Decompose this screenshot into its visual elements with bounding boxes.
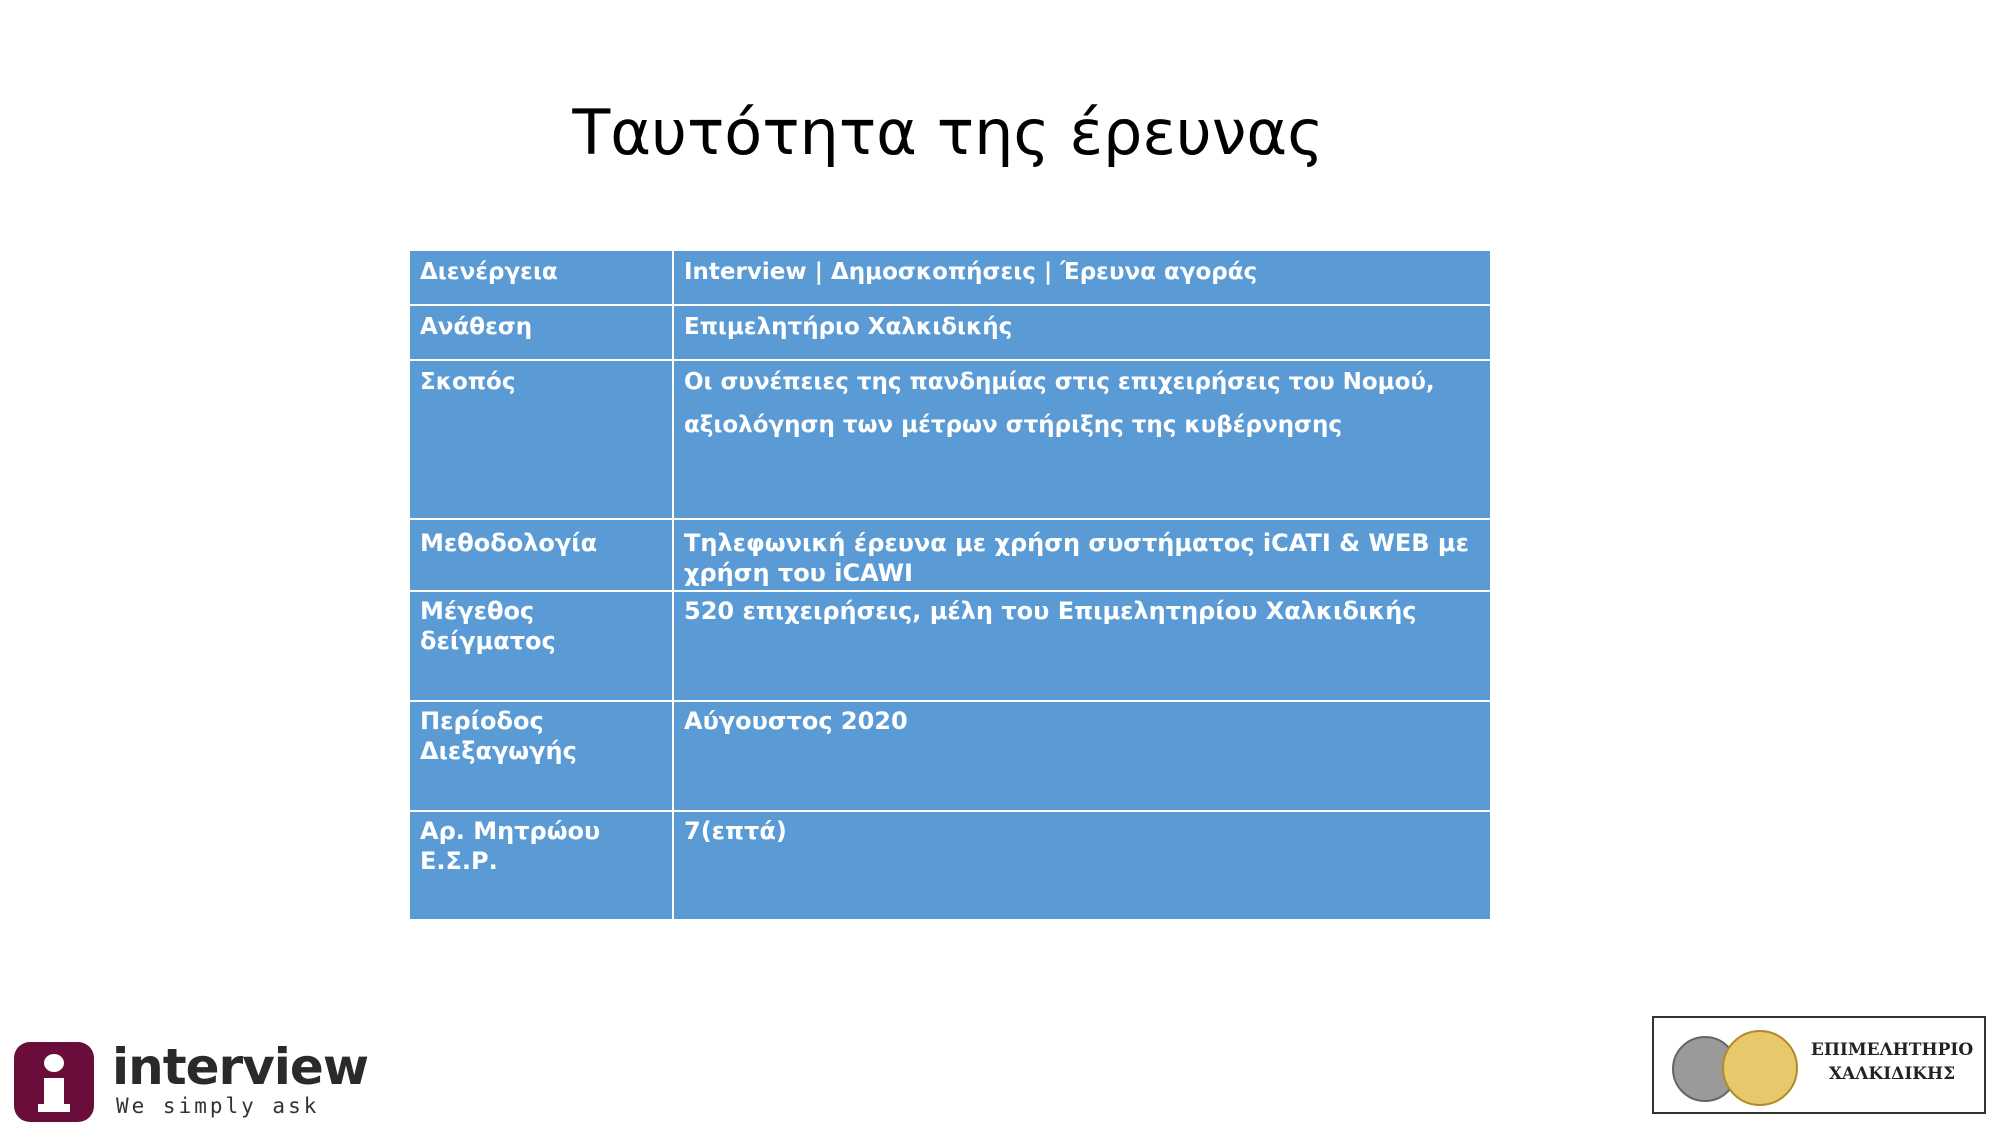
gold-coin-icon xyxy=(1722,1030,1798,1106)
row-value-purpose xyxy=(674,361,1490,518)
interview-logo xyxy=(14,1038,369,1124)
chamber-logo xyxy=(1652,1016,1986,1114)
chamber-name-line-1: ΕΠΙΜΕΛΗΤΗΡΙΟ xyxy=(1810,1040,1974,1060)
chamber-name xyxy=(1804,1038,1980,1086)
slide-title: Ταυτότητα της έρευνας xyxy=(572,96,1324,169)
purpose-line-2: αξιολόγηση των μέτρων στήριξης της κυβέρνησης xyxy=(684,412,1342,438)
table-row xyxy=(410,520,1490,592)
chamber-name-line-2: ΧΑΛΚΙΔΙΚΗΣ xyxy=(1828,1064,1956,1084)
table-row xyxy=(410,702,1490,812)
row-label-conducted-by: Διενέργεια xyxy=(410,251,674,304)
logo-wordmark: interview xyxy=(112,1038,369,1096)
row-value-methodology: Τηλεφωνική έρευνα με χρήση συστήματος iCATI & WEB με χρήση του iCAWI xyxy=(674,520,1490,590)
row-label-assignment: Ανάθεση xyxy=(410,306,674,359)
table-row xyxy=(410,812,1490,919)
row-value-conducted-by: Interview | Δημοσκοπήσεις | Έρευνα αγοράς xyxy=(674,251,1490,304)
row-value-period: Αύγουστος 2020 xyxy=(674,702,1490,810)
row-label-sample-size: Μέγεθος δείγματος xyxy=(410,592,674,700)
table-row xyxy=(410,592,1490,702)
logo-tagline: We simply ask xyxy=(116,1094,320,1118)
row-value-registry-number: 7(επτά) xyxy=(674,812,1490,919)
row-value-sample-size: 520 επιχειρήσεις, μέλη του Επιμελητηρίου Χαλκιδικής xyxy=(674,592,1490,700)
row-label-methodology: Μεθοδολογία xyxy=(410,520,674,590)
row-value-assignment: Επιμελητήριο Χαλκιδικής xyxy=(674,306,1490,359)
research-identity-table xyxy=(410,251,1490,919)
table-row xyxy=(410,306,1490,361)
purpose-line-1: Οι συνέπειες της πανδημίας στις επιχειρήσεις του Νομού, xyxy=(684,369,1435,395)
row-label-registry-number: Αρ. Μητρώου Ε.Σ.Ρ. xyxy=(410,812,674,919)
row-label-purpose: Σκοπός xyxy=(410,361,674,518)
row-label-period: Περίοδος Διεξαγωγής xyxy=(410,702,674,810)
interview-i-icon xyxy=(14,1042,94,1122)
table-row xyxy=(410,251,1490,306)
table-row xyxy=(410,361,1490,520)
